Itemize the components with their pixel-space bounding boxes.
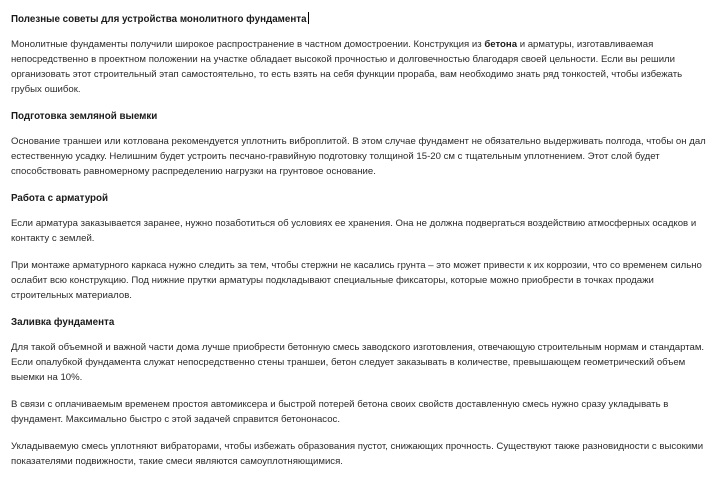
rebar-paragraph-2: При монтаже арматурного каркаса нужно следить за тем, чтобы стержни не касались грунта – это может привести к их коррозии, что со временем сильно ослабит всю конструкцию. Под нижние прутки арматуры подкладывают специальные фиксаторы, которые можно приобрести в точках продажи строительных материалов. xyxy=(11,260,702,301)
document-body[interactable] xyxy=(11,12,711,481)
intro-text-start: Монолитные фундаменты получили широкое распространение в частном домостроении. Конструкция из xyxy=(11,39,485,50)
text-cursor xyxy=(308,12,309,24)
intro-text-end: и арматуры, изготавливаемая непосредственно в проектном положении на участке обладает высокой прочностью и долговечностью благодаря своей цельности. Если вы решили организовать этот строительный этап самостоятельно, то есть взять на себя функции прораба, вам необходимо знать ряд тонкостей, чтобы избежать грубых ошибок. xyxy=(11,39,683,95)
pouring-paragraph-3: Укладываемую смесь уплотняют вибраторами, чтобы избежать образования пустот, снижающих прочность. Существуют также разновидности с высокими показателями подвижности, такие смеси являются самоуплотняющимися. xyxy=(11,441,704,467)
section-heading-rebar: Работа с арматурой xyxy=(11,193,109,204)
section-heading-pouring: Заливка фундамента xyxy=(11,317,115,328)
rebar-paragraph-1: Если арматура заказывается заранее, нужно позаботиться об условиях ее хранения. Она не должна подвергаться воздействию атмосферных осадков и контакту с землей. xyxy=(11,218,697,244)
pouring-paragraph-1: Для такой объемной и важной части дома лучше приобрести бетонную смесь заводского изготовления, отвечающую строительным нормам и стандартам. Если опалубкой фундамента служат непосредственно стены траншеи, бетон следует заказывать в количестве, превышающем геометрический объем выемки на 10%. xyxy=(11,342,705,383)
title-text: Полезные советы для устройства монолитного фундамента xyxy=(11,14,307,25)
section-heading-excavation: Подготовка земляной выемки xyxy=(11,111,158,122)
intro-paragraph xyxy=(11,37,711,97)
document-title xyxy=(11,12,711,27)
pouring-paragraph-2: В связи с оплачиваемым временем простоя автомиксера и быстрой потерей бетона своих свойств доставленную смесь нужно сразу укладывать в фундамент. Максимально быстро с этой задачей справится бетононасос. xyxy=(11,399,669,425)
excavation-paragraph: Основание траншеи или котлована рекомендуется уплотнить виброплитой. В этом случае фундамент не обязательно выдерживать полгода, чтобы он дал естественную усадку. Нелишним будет устроить песчано-гравийную подготовку толщиной 15-20 см с тщательным уплотнением. Этот слой будет способствовать равномерному распределению нагрузки на грунтовое основание. xyxy=(11,136,706,177)
intro-bold-word: бетона xyxy=(484,39,518,50)
